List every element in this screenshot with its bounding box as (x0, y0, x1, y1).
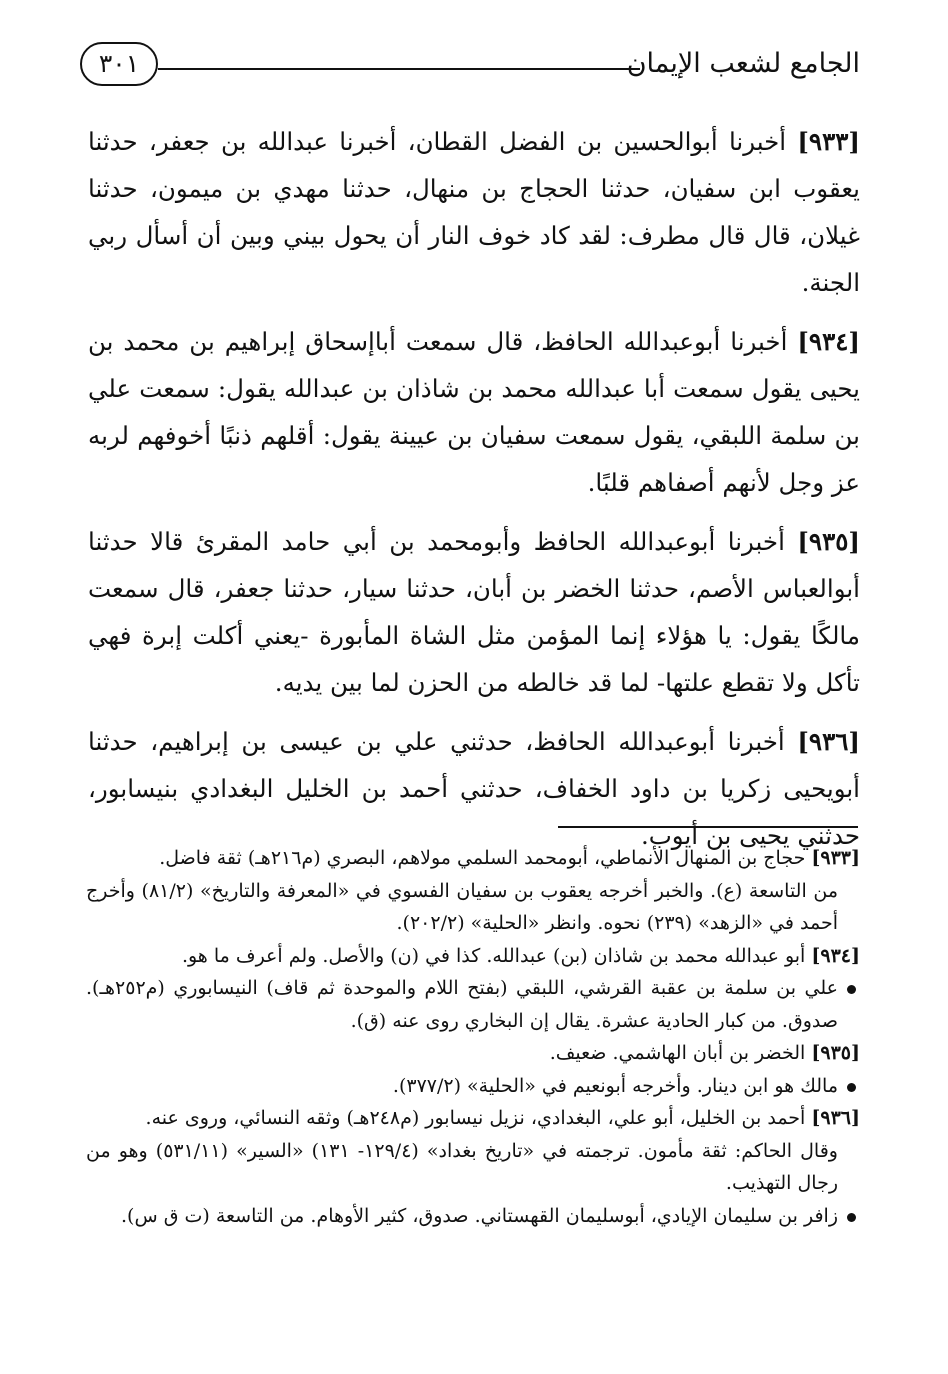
footnote-933-continuation: من التاسعة (ع). والخبر أخرجه يعقوب بن سفيان الفسوي في «المعرفة والتاريخ» (٨١/٢) وأخرج أحمد في «الزهد» (٢٣٩) نحوه. وانظر «الحلية» (٢٠٢/٢). (86, 879, 838, 934)
footnote-934 (86, 940, 860, 973)
paragraph-text: أخبرنا أبوعبدالله الحافظ، حدثني علي بن عيسى بن إبراهيم، حدثنا أبويحيى زكريا بن داود الخفاف، حدثني أحمد بن الخليل البغدادي بنيسابور، حدثني يحيى بن أيوب. (88, 727, 860, 850)
main-text (88, 118, 860, 871)
header-rule (158, 68, 640, 70)
footnote-number: [٩٣٣] (811, 847, 860, 869)
paragraph-number: [٩٣٤] (797, 327, 860, 356)
footnote-936 (86, 1102, 860, 1135)
bullet-text: مالك هو ابن دينار. وأخرجه أبونعيم في «الحلية» (٣٧٧/٢). (392, 1074, 838, 1097)
paragraph-935 (88, 518, 860, 706)
paragraph-text: أخبرنا أبوالحسين بن الفضل القطان، أخبرنا عبدالله بن جعفر، حدثنا يعقوب ابن سفيان، حدثنا الحجاج بن منهال، حدثنا مهدي بن ميمون، حدثنا غيلان، قال قال مطرف: لقد كاد خوف النار أن يحول بيني وبين أن أسأل ربي الجنة. (88, 127, 860, 297)
paragraph-933 (88, 118, 860, 306)
footnote-934-bullet (86, 972, 860, 1037)
footnote-936-continuation: وقال الحاكم: ثقة مأمون. ترجمته في «تاريخ بغداد» (١٢٩/٤- ١٣١) «السير» (٥٣١/١١) وهو من رجال التهذيب. (86, 1139, 838, 1194)
bullet-text: علي بن سلمة بن عقبة القرشي، اللبقي (بفتح اللام والموحدة ثم قاف) النيسابوري (م٢٥٢هـ). صدوق. من كبار الحادية عشرة. يقال إن البخاري روى عنه (ق). (86, 977, 838, 1032)
bullet-icon (847, 1083, 856, 1092)
footnote-number: [٩٣٤] (811, 944, 860, 967)
footnotes (86, 842, 860, 1232)
footnote-text: أبو عبدالله محمد بن شاذان (بن) عبدالله. كذا في (ن) والأصل. ولم أعرف ما هو. (181, 944, 812, 967)
footnote-text: حجاج بن المنهال الأنماطي، أبومحمد السلمي مولاهم، البصري (م٢١٦هـ) ثقة فاضل. (159, 847, 812, 869)
footnote-text: أحمد بن الخليل، أبو علي، البغدادي، نزيل نيسابور (م٢٤٨هـ) وثقه النسائي، وروى عنه. (145, 1107, 812, 1129)
footnote-number: [٩٣٦] (811, 1107, 860, 1129)
bullet-icon (847, 1213, 856, 1222)
footnote-936-bullet (86, 1200, 860, 1233)
footnote-933 (86, 842, 860, 875)
footnote-text: الخضر بن أبان الهاشمي. ضعيف. (549, 1042, 812, 1064)
running-header (80, 40, 860, 102)
bullet-icon (847, 985, 856, 994)
paragraph-936 (88, 718, 860, 859)
page-title: الجامع لشعب الإيمان (626, 48, 860, 79)
footnote-separator (558, 826, 858, 828)
page-number: ٣٠١ (80, 42, 158, 86)
paragraph-text: أخبرنا أبوعبدالله الحافظ وأبومحمد بن أبي حامد المقرئ قالا حدثنا أبوالعباس الأصم، حدثنا الخضر بن أبان، حدثنا سيار، حدثنا جعفر، قال سمعت مالكًا يقول: يا هؤلاء إنما المؤمن مثل الشاة المأبورة -يعني أكلت إبرة فهي تأكل ولا تقطع علتها- لما قد خالطه من الحزن لما بين يديه. (88, 527, 860, 697)
bullet-text: زافر بن سليمان الإيادي، أبوسليمان القهستاني. صدوق، كثير الأوهام. من التاسعة (ت ق س). (121, 1204, 838, 1227)
footnote-number: [٩٣٥] (811, 1042, 860, 1064)
paragraph-number: [٩٣٦] (797, 727, 860, 756)
paragraph-number: [٩٣٣] (797, 127, 860, 156)
paragraph-text: أخبرنا أبوعبدالله الحافظ، قال سمعت أباإسحاق إبراهيم بن محمد بن يحيى يقول سمعت أبا عبدالله محمد بن شاذان بن عبدالله يقول: سمعت علي بن سلمة اللبقي، يقول سمعت سفيان بن عيينة يقول: أقلهم ذنبًا أخوفهم لربه عز وجل لأنهم أصفاهم قلبًا. (88, 327, 860, 497)
paragraph-number: [٩٣٥] (797, 527, 860, 556)
footnote-935 (86, 1037, 860, 1070)
paragraph-934 (88, 318, 860, 506)
footnote-935-bullet (86, 1070, 860, 1103)
